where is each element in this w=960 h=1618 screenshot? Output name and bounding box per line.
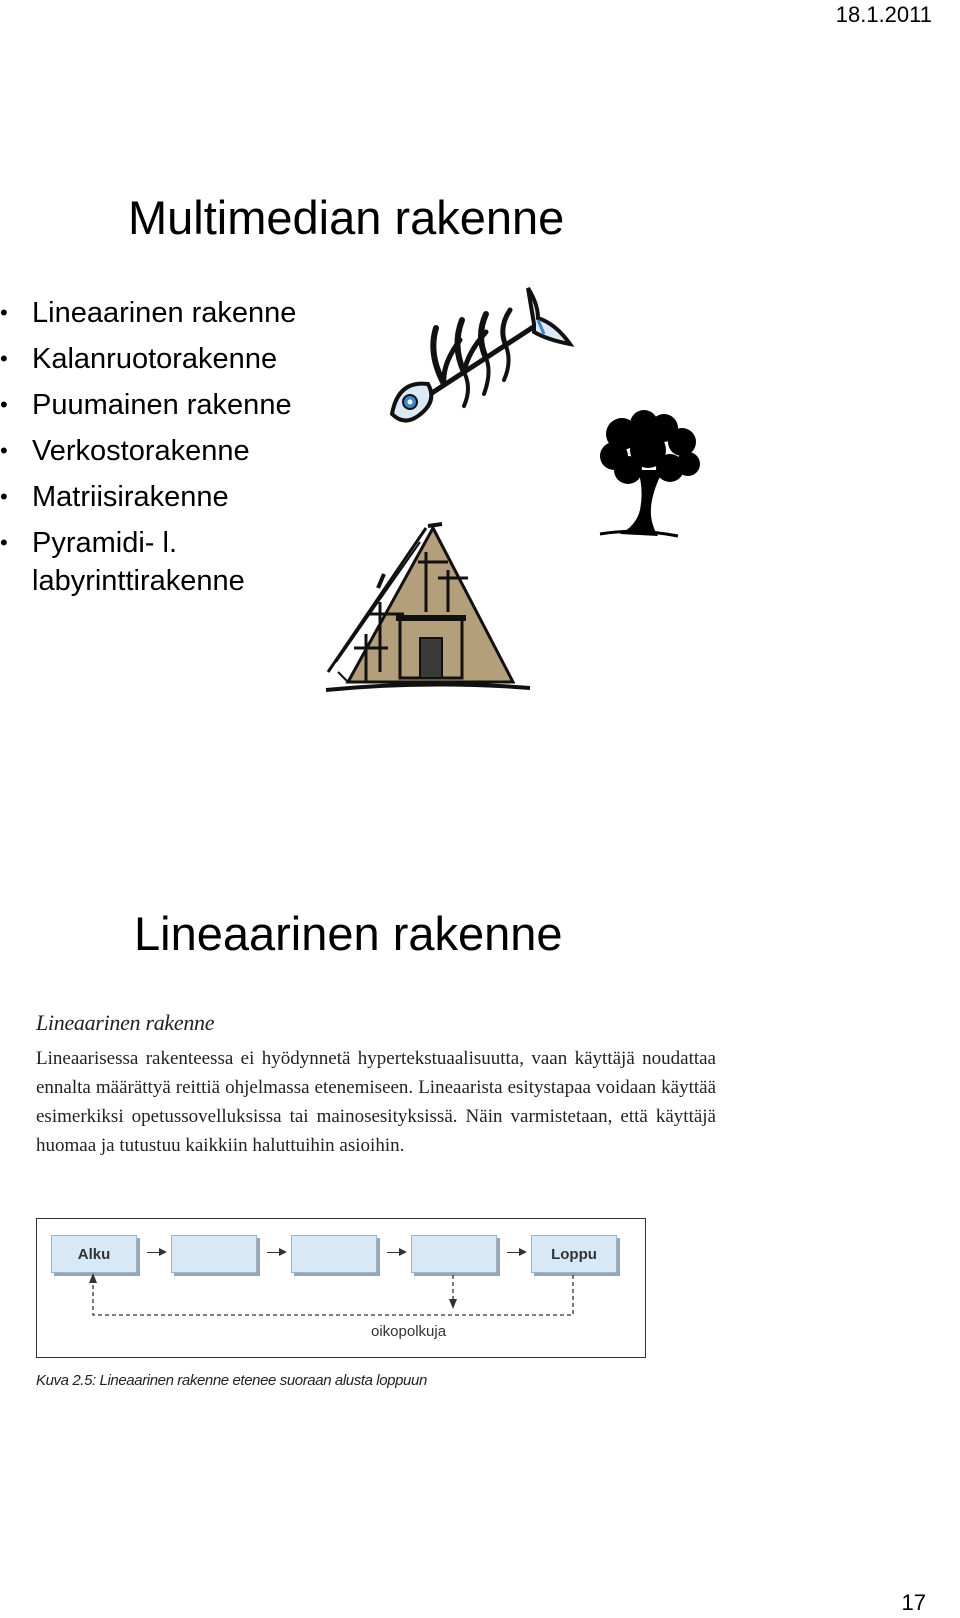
- shortcut-connector: [37, 1219, 647, 1359]
- bullet-item: • Verkostorakenne: [0, 428, 360, 474]
- bullet-item: • Kalanruotorakenne: [0, 336, 360, 382]
- bullet-marker: •: [0, 346, 8, 371]
- excerpt-heading: Lineaarinen rakenne: [36, 1010, 215, 1035]
- figure-caption: Kuva 2.5: Lineaarinen rakenne etenee suoraan alusta loppuun: [36, 1372, 427, 1389]
- tree-icon: [598, 410, 708, 550]
- diagram-box-start: Alku: [51, 1235, 137, 1273]
- pyramid-icon: [308, 522, 538, 697]
- page-number: 17: [901, 1590, 926, 1615]
- fish-skeleton-icon: [388, 284, 578, 434]
- shortcut-label: oikopolkuja: [371, 1323, 447, 1340]
- bullet-marker: •: [0, 484, 8, 509]
- bullet-item: • Puumainen rakenne: [0, 382, 360, 428]
- bullet-list: [0, 290, 360, 600]
- bullet-marker: •: [0, 300, 8, 325]
- excerpt-body: Lineaarisessa rakenteessa ei hyödynnetä hypertekstuaalisuutta, vaan käyttäjä noudattaa ennalta määrättyä reittiä ohjelmassa etenemiseen. Lineaarista esitystapaa voidaan käyttää esimerkiksi opetussovelluksissa tai mainosesityksissä. Näin varmistetaan, että käyttäjä huomaa ja tutustuu kaikkiin haluttuihin asioihin.: [36, 1048, 716, 1156]
- bullet-item: • Lineaarinen rakenne: [0, 290, 360, 336]
- diagram-box-end: Loppu: [531, 1235, 617, 1273]
- date-stamp: 18.1.2011: [835, 2, 932, 27]
- slide-title: Multimedian rakenne: [128, 191, 565, 244]
- bullet-marker: •: [0, 438, 8, 463]
- bullet-item: • Pyramidi- l. labyrinttirakenne: [0, 520, 360, 600]
- bullet-marker: •: [0, 530, 8, 555]
- linear-structure-diagram: [36, 1218, 646, 1358]
- slide-title: Lineaarinen rakenne: [134, 907, 563, 960]
- bullet-marker: •: [0, 392, 8, 417]
- book-excerpt: [36, 1010, 716, 1160]
- bullet-item: • Matriisirakenne: [0, 474, 360, 520]
